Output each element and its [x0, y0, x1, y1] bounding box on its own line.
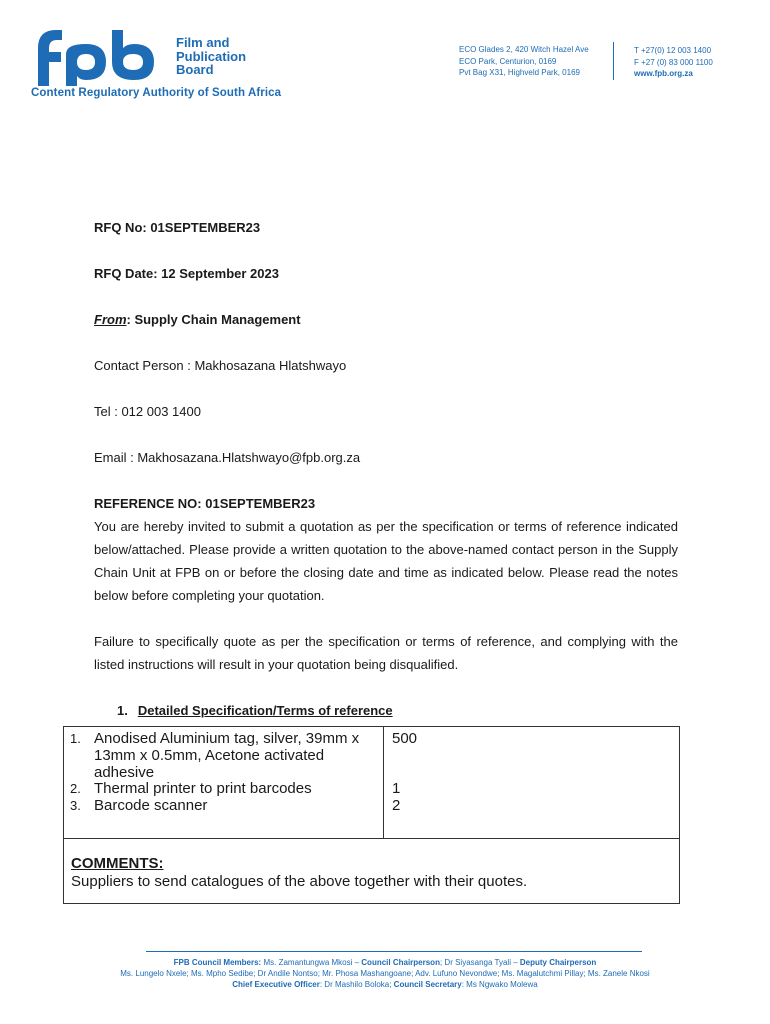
footer-rule: [146, 951, 642, 952]
address-line-2: ECO Park, Centurion, 0169: [459, 56, 557, 66]
header-divider: [613, 42, 614, 80]
tagline: Content Regulatory Authority of South Africa: [31, 87, 282, 99]
invitation-paragraph: You are hereby invited to submit a quotation as per the specification or terms of reference indicated below/attached. Please provide a written quotation to the above-named contact person in the Supply Chain Unit at FPB on or before the closing date and time as indicated below. Please read the notes below before completing your quotation.: [94, 519, 678, 603]
section-title: Detailed Specification/Terms of reference: [137, 703, 393, 718]
item-text: Anodised Aluminium tag, silver, 39mm x 13mm x 0.5mm, Acetone activated adhesive: [94, 730, 360, 781]
from-label: From: [94, 312, 127, 327]
section-heading: [117, 703, 393, 718]
deputy-name: ; Dr Siyasanga Tyali –: [439, 958, 520, 967]
spec-item: [70, 730, 384, 781]
contact-block: [634, 45, 713, 80]
item-text: Thermal printer to print barcodes: [94, 780, 312, 797]
row-divider: [64, 838, 679, 839]
item-number: 3.: [70, 798, 81, 813]
brand-name: [176, 36, 246, 77]
item-text: Barcode scanner: [94, 797, 208, 814]
item-quantity: 1: [392, 780, 401, 797]
rfq-number: RFQ No: 01SEPTEMBER23: [94, 220, 261, 235]
deputy-label: Deputy Chairperson: [519, 958, 597, 967]
address-line-3: Pvt Bag X31, Highveld Park, 0169: [459, 68, 580, 77]
item-quantity: 2: [392, 797, 401, 814]
item-number: 2.: [70, 781, 81, 796]
footer-line-3: [0, 980, 770, 989]
secretary-name: : Ms Ngwako Molewa: [461, 980, 538, 989]
disqualification-paragraph: Failure to specifically quote as per the specification or terms of reference, and complying with the listed instructions will result in your quotation being disqualified.: [94, 634, 678, 672]
spec-item: [70, 780, 384, 797]
members-label: FPB Council Members:: [173, 958, 262, 967]
section-number: 1.: [117, 703, 128, 718]
chair-label: Council Chairperson: [361, 958, 440, 967]
comments-text: Suppliers to send catalogues of the above together with their quotes.: [71, 873, 528, 890]
brand-line-2: Publication: [176, 48, 247, 64]
footer-line-2: Ms. Lungelo Nxele; Ms. Mpho Sedibe; Dr Andile Nontso; Mr. Phosa Mashangoane; Adv. Lufuno Nevondwe; Ms. Magalutchmi Pillay; Ms. Zanele Nkosi: [120, 969, 650, 978]
spec-item: [70, 797, 384, 814]
secretary-label: Council Secretary: [393, 980, 462, 989]
contact-person: Contact Person : Makhosazana Hlatshwayo: [94, 358, 347, 373]
reference-number: REFERENCE NO: 01SEPTEMBER23: [94, 496, 316, 511]
brand-line-1: Film and: [176, 35, 230, 50]
website-link[interactable]: www.fpb.org.za: [634, 69, 693, 78]
telephone: Tel : 012 003 1400: [94, 404, 201, 419]
from-line: [94, 312, 301, 327]
comments-title: COMMENTS:: [71, 855, 164, 872]
spec-table: [63, 726, 680, 904]
address-block: [459, 44, 589, 79]
item-quantity: 500: [392, 730, 418, 747]
chair-name: Ms. Zamantungwa Mkosi –: [261, 958, 362, 967]
ceo-name: : Dr Mashilo Boloka;: [319, 980, 394, 989]
address-line-1: ECO Glades 2, 420 Witch Hazel Ave: [459, 45, 589, 54]
ceo-label: Chief Executive Officer: [232, 980, 320, 989]
phone-number: T +27(0) 12 003 1400: [634, 46, 712, 55]
fax-number: F +27 (0) 83 000 1100: [634, 57, 713, 67]
brand-line-3: Board: [176, 62, 214, 77]
item-number: 1.: [70, 731, 81, 746]
from-value: : Supply Chain Management: [126, 312, 301, 327]
rfq-date: RFQ Date: 12 September 2023: [94, 266, 279, 281]
fpb-logo: [28, 24, 168, 88]
footer-line-1: [0, 958, 770, 967]
email: Email : Makhosazana.Hlatshwayo@fpb.org.za: [94, 450, 361, 465]
